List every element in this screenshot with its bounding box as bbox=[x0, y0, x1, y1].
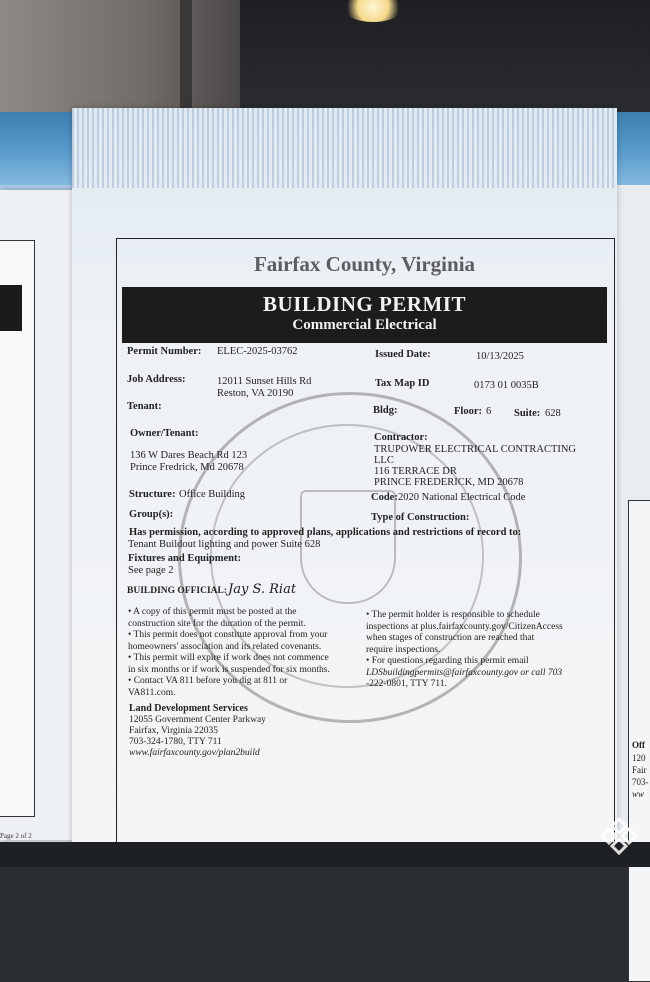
right-sheet-office-label: Off bbox=[632, 740, 645, 750]
groups-label: Group(s): bbox=[129, 509, 174, 520]
construction-type-label: Type of Construction: bbox=[371, 512, 470, 523]
owner-line1: 136 W Dares Beach Rd 123 bbox=[130, 450, 248, 461]
tenant-label: Tenant: bbox=[127, 401, 162, 412]
permit-number: ELEC-2025-03762 bbox=[217, 346, 298, 357]
note-line: homeowners' association and its related covenants. bbox=[128, 641, 322, 652]
note-line: in six months or if work is suspended for six months. bbox=[128, 664, 330, 675]
note-line: VA811.com. bbox=[128, 687, 176, 698]
permission-statement: Has permission, according to approved plans, applications and restrictions of record to: bbox=[129, 527, 522, 538]
left-sheet-banner bbox=[0, 285, 22, 331]
right-sheet-line: 120 bbox=[632, 753, 646, 763]
contractor-line4: PRINCE FREDERICK, MD 20678 bbox=[374, 477, 524, 488]
job-address-line1: 12011 Sunset Hills Rd bbox=[217, 376, 312, 387]
code-label: Code: bbox=[371, 492, 398, 503]
permit-number-label: Permit Number: bbox=[127, 346, 202, 357]
floor-value: 6 bbox=[486, 406, 492, 417]
note-line: • A copy of this permit must be posted at the bbox=[128, 607, 297, 617]
issued-date: 10/13/2025 bbox=[476, 351, 524, 362]
office-line2: Fairfax, Virginia 22035 bbox=[129, 726, 219, 736]
permit-subtitle: Commercial Electrical bbox=[292, 317, 437, 333]
window-frame bbox=[0, 842, 650, 867]
left-permit-sheet bbox=[0, 190, 78, 840]
office-name: Land Development Services bbox=[129, 703, 248, 714]
structure-value: Office Building bbox=[179, 489, 246, 500]
permit-title: BUILDING PERMIT bbox=[263, 292, 466, 316]
office-line1: 12055 Government Center Parkway bbox=[129, 715, 266, 725]
sheet-glare bbox=[72, 108, 617, 188]
right-sheet-line: ww bbox=[632, 789, 645, 799]
floor-label: Floor: bbox=[454, 406, 482, 417]
left-sheet-page-label: Page 2 of 2 bbox=[0, 832, 32, 840]
note-line: • The permit holder is responsible to schedule bbox=[366, 610, 540, 620]
office-website: www.fairfaxcounty.gov/plan2build bbox=[129, 748, 260, 758]
building-official-label: BUILDING OFFICIAL: bbox=[127, 586, 228, 596]
contractor-line1: TRUPOWER ELECTRICAL CONTRACTING bbox=[374, 444, 577, 455]
contractor-label: Contractor: bbox=[374, 432, 428, 443]
note-line: • This permit does not constitute approval from your bbox=[128, 630, 328, 640]
bldg-label: Bldg: bbox=[373, 405, 398, 416]
suite-label: Suite: bbox=[514, 408, 541, 419]
note-line: require inspections. bbox=[366, 644, 441, 655]
contractor-line2: LLC bbox=[374, 455, 394, 466]
code-value: 2020 National Electrical Code bbox=[398, 492, 526, 503]
job-address-label: Job Address: bbox=[127, 374, 186, 385]
county-title: Fairfax County, Virginia bbox=[253, 252, 476, 276]
suite-value: 628 bbox=[545, 408, 561, 419]
right-sheet-line: Fair bbox=[632, 765, 647, 775]
issued-date-label: Issued Date: bbox=[375, 349, 431, 360]
official-signature: Jay S. Riat bbox=[228, 582, 297, 597]
office-line3: 703-324-1780, TTY 711 bbox=[129, 737, 222, 747]
photo-watermark-icon bbox=[598, 815, 640, 857]
owner-label: Owner/Tenant: bbox=[130, 428, 199, 439]
note-line: -222-0801, TTY 711. bbox=[366, 679, 447, 689]
note-line: inspections at plus.fairfaxcounty.gov/CitizenAccess bbox=[366, 621, 563, 632]
note-line: • Contact VA 811 before you dig at 811 or bbox=[128, 676, 288, 686]
tax-map-label: Tax Map ID bbox=[375, 378, 430, 389]
right-permit-sheet bbox=[612, 185, 650, 865]
permission-scope: Tenant Buildout lighting and power Suite 628 bbox=[128, 539, 321, 550]
note-line: • For questions regarding this permit email bbox=[366, 656, 529, 666]
owner-line2: Prince Fredrick, Md 20678 bbox=[130, 462, 244, 473]
job-address-line2: Reston, VA 20190 bbox=[217, 388, 294, 399]
note-line: when stages of construction are reached that bbox=[366, 633, 535, 643]
tax-map-id: 0173 01 0035B bbox=[474, 380, 539, 391]
right-sheet-line: 703- bbox=[632, 777, 649, 787]
note-line: • This permit will expire if work does not commence bbox=[128, 653, 329, 663]
note-line: construction site for the duration of the permit. bbox=[128, 618, 306, 629]
ceiling-recess bbox=[240, 0, 650, 120]
fixtures-label: Fixtures and Equipment: bbox=[128, 553, 241, 564]
note-line: LDSbuildingpermits@fairfaxcounty.gov or call 703 bbox=[366, 667, 563, 678]
contractor-line3: 116 TERRACE DR bbox=[374, 466, 457, 477]
fixtures-value: See page 2 bbox=[128, 565, 174, 576]
structure-label: Structure: bbox=[129, 489, 176, 500]
